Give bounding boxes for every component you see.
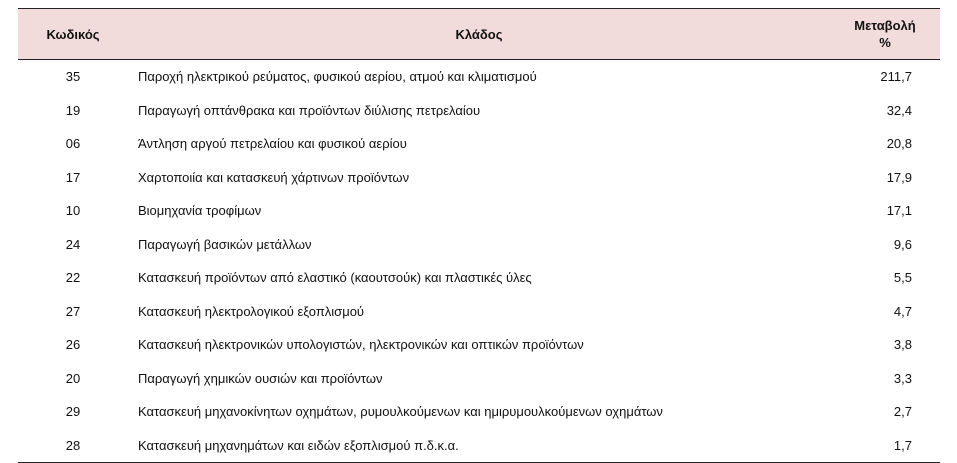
- cell-change: 17,9: [886, 169, 912, 185]
- cell-code: 24: [65, 236, 81, 252]
- sector-change-table-container: [18, 8, 940, 463]
- cell-sector: Κατασκευή μηχανημάτων και ειδών εξοπλισμού π.δ.κ.α.: [128, 429, 830, 463]
- table-body: [18, 60, 940, 463]
- cell-sector: Κατασκευή προϊόντων από ελαστικό (καουτσούκ) και πλαστικές ύλες: [138, 270, 532, 286]
- cell-sector: Άντληση αργού πετρελαίου και φυσικού αερίου: [138, 136, 407, 152]
- cell-sector: Παραγωγή χημικών ουσιών και προϊόντων: [138, 370, 383, 386]
- table-row: [18, 60, 940, 94]
- table-row: [18, 295, 940, 329]
- header-change-line1: Μεταβολή: [854, 18, 916, 33]
- cell-change: 3,8: [893, 337, 912, 353]
- cell-change: 3,3: [893, 370, 912, 386]
- cell-sector: Παροχή ηλεκτρικού ρεύματος, φυσικού αερίου, ατμού και κλιματισμού: [138, 69, 537, 85]
- table-row: [18, 261, 940, 295]
- cell-code: 10: [65, 203, 81, 219]
- table-header: [18, 9, 940, 60]
- header-sector: Κλάδος: [128, 9, 830, 60]
- cell-code: 19: [65, 102, 81, 118]
- cell-change: 20,8: [886, 136, 912, 152]
- cell-change: 17,1: [886, 203, 912, 219]
- table-row: [18, 194, 940, 228]
- header-change: [830, 9, 940, 60]
- header-change-line2: %: [879, 35, 891, 50]
- table-row: [18, 127, 940, 161]
- cell-change: 1,7: [830, 429, 940, 463]
- cell-sector: Βιομηχανία τροφίμων: [138, 203, 262, 219]
- cell-code: 26: [65, 337, 81, 353]
- cell-sector: Κατασκευή ηλεκτρονικών υπολογιστών, ηλεκτρονικών και οπτικών προϊόντων: [138, 337, 584, 353]
- cell-change: 4,7: [893, 303, 912, 319]
- cell-sector: Χαρτοποιία και κατασκευή χάρτινων προϊόντων: [138, 169, 410, 185]
- cell-code: 29: [65, 404, 81, 420]
- header-code: Κωδικός: [18, 9, 128, 60]
- header-row: [18, 9, 940, 60]
- cell-code: 17: [65, 169, 81, 185]
- cell-change: 9,6: [893, 236, 912, 252]
- cell-change: 32,4: [886, 102, 912, 118]
- sector-change-table: [18, 8, 940, 463]
- cell-sector: Παραγωγή οπτάνθρακα και προϊόντων διύλισης πετρελαίου: [138, 102, 481, 118]
- table-row: [18, 429, 940, 463]
- cell-sector: Παραγωγή βασικών μετάλλων: [138, 236, 312, 252]
- cell-code: 28: [18, 429, 128, 463]
- cell-change: 211,7: [880, 69, 912, 85]
- table-row: [18, 328, 940, 362]
- cell-code: 06: [65, 136, 81, 152]
- cell-code: 27: [65, 303, 81, 319]
- table-row: [18, 94, 940, 128]
- cell-change: 2,7: [893, 404, 912, 420]
- cell-code: 20: [65, 370, 81, 386]
- cell-sector: Κατασκευή μηχανοκίνητων οχημάτων, ρυμουλκούμενων και ημιρυμουλκούμενων οχημάτων: [138, 404, 663, 420]
- cell-sector: Κατασκευή ηλεκτρολογικού εξοπλισμού: [138, 303, 365, 319]
- cell-code: 22: [65, 270, 81, 286]
- table-row: [18, 228, 940, 262]
- cell-change: 5,5: [893, 270, 912, 286]
- table-row: [18, 362, 940, 396]
- table-row: [18, 395, 940, 429]
- cell-code: 35: [65, 69, 81, 85]
- table-row: [18, 161, 940, 195]
